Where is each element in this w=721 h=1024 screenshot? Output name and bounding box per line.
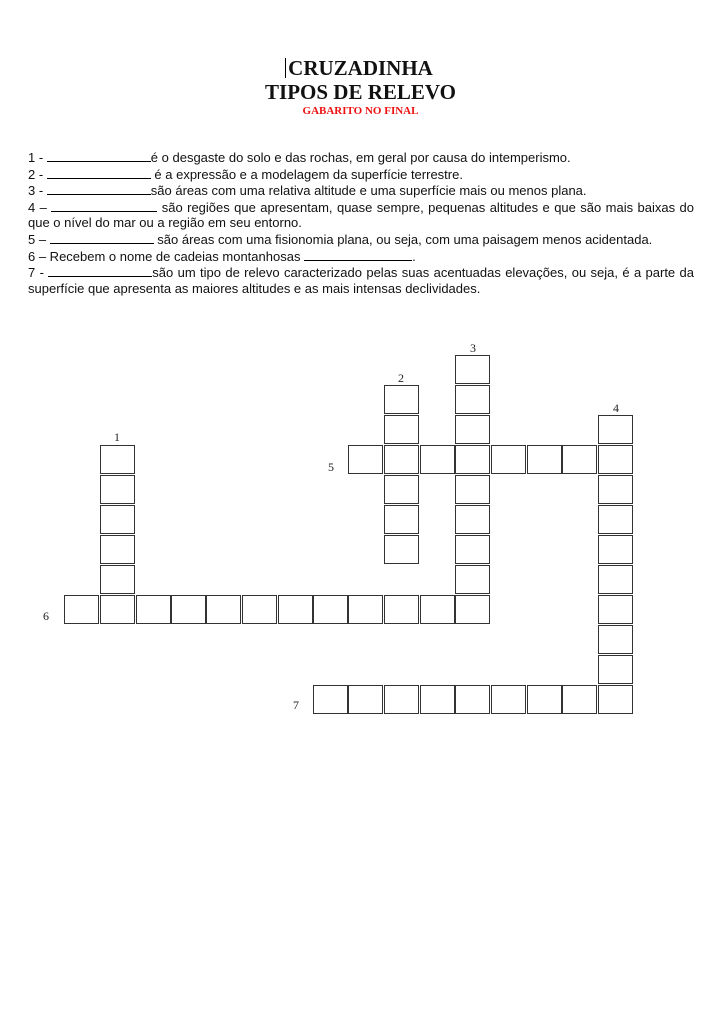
- clue-3: 3 - são áreas com uma relativa altitude e uma superfície mais ou menos plana.: [28, 183, 587, 199]
- grid-cell[interactable]: [313, 685, 348, 714]
- grid-cell[interactable]: [100, 505, 135, 534]
- grid-cell[interactable]: [455, 355, 490, 384]
- clue-number-5: 5: [328, 460, 334, 474]
- clue-number-3: 3: [470, 341, 476, 355]
- grid-cell[interactable]: [598, 445, 633, 474]
- grid-cell[interactable]: [278, 595, 313, 624]
- grid-cell[interactable]: [384, 415, 419, 444]
- grid-cell[interactable]: [455, 415, 490, 444]
- grid-cell[interactable]: [598, 475, 633, 504]
- grid-cell[interactable]: [171, 595, 206, 624]
- grid-cell[interactable]: [420, 595, 455, 624]
- grid-cell[interactable]: [527, 445, 562, 474]
- grid-cell[interactable]: [598, 535, 633, 564]
- grid-cell[interactable]: [100, 595, 135, 624]
- grid-cell[interactable]: [242, 595, 277, 624]
- clue-number-4: 4: [613, 401, 619, 415]
- clue-1: 1 - é o desgaste do solo e das rochas, em geral por causa do intemperismo.: [28, 150, 571, 165]
- clue-2: 2 - é a expressão e a modelagem da superfície terrestre.: [28, 166, 463, 182]
- clue-6: 6 – Recebem o nome de cadeias montanhosas .: [28, 248, 416, 264]
- page-subtitle: TIPOS DE RELEVO: [265, 80, 456, 104]
- grid-cell[interactable]: [384, 385, 419, 414]
- page-title: CRUZADINHA: [288, 56, 433, 80]
- grid-cell[interactable]: [384, 505, 419, 534]
- grid-cell[interactable]: [491, 685, 526, 714]
- answer-blank-5[interactable]: [50, 231, 154, 244]
- grid-cell[interactable]: [598, 625, 633, 654]
- grid-cell[interactable]: [384, 595, 419, 624]
- clue-number-1: 1: [114, 430, 120, 444]
- grid-cell[interactable]: [562, 685, 597, 714]
- grid-cell[interactable]: [455, 595, 490, 624]
- grid-cell[interactable]: [598, 565, 633, 594]
- answer-blank-2[interactable]: [47, 166, 151, 179]
- grid-cell[interactable]: [491, 445, 526, 474]
- grid-cell[interactable]: [384, 535, 419, 564]
- grid-cell[interactable]: [100, 475, 135, 504]
- clue-number-6: 6: [43, 609, 49, 623]
- answer-blank-1[interactable]: [47, 149, 151, 162]
- grid-cell[interactable]: [598, 655, 633, 684]
- grid-cell[interactable]: [455, 475, 490, 504]
- grid-cell[interactable]: [598, 505, 633, 534]
- grid-cell[interactable]: [348, 685, 383, 714]
- grid-cell[interactable]: [598, 685, 633, 714]
- clue-7: 7 - são um tipo de relevo caracterizado pelas suas acentuadas elevações, ou seja, é a parte da superfície que apresenta as maiores altitudes e as mais intensas declividades.: [28, 265, 694, 296]
- answer-blank-3[interactable]: [47, 182, 151, 195]
- answer-blank-4[interactable]: [51, 199, 157, 212]
- answer-key-note: GABARITO NO FINAL: [302, 105, 419, 117]
- grid-cell[interactable]: [562, 445, 597, 474]
- grid-cell[interactable]: [598, 595, 633, 624]
- clue-number-2: 2: [398, 371, 404, 385]
- grid-cell[interactable]: [206, 595, 241, 624]
- grid-cell[interactable]: [420, 685, 455, 714]
- grid-cell[interactable]: [455, 385, 490, 414]
- grid-cell[interactable]: [136, 595, 171, 624]
- worksheet-header: [0, 56, 721, 118]
- clue-4: 4 – são regiões que apresentam, quase sempre, pequenas altitudes e que são mais baixas do que o nível do mar ou a região em seu entorno.: [28, 199, 695, 231]
- answer-blank-7[interactable]: [48, 264, 152, 277]
- clue-list: [28, 149, 694, 296]
- grid-cell[interactable]: [527, 685, 562, 714]
- grid-cell[interactable]: [455, 505, 490, 534]
- grid-cell[interactable]: [313, 595, 348, 624]
- grid-cell[interactable]: [384, 445, 419, 474]
- grid-cell[interactable]: [100, 445, 135, 474]
- grid-cell[interactable]: [455, 535, 490, 564]
- grid-cell[interactable]: [100, 565, 135, 594]
- grid-cell[interactable]: [598, 415, 633, 444]
- grid-cell[interactable]: [455, 565, 490, 594]
- grid-cell[interactable]: [348, 445, 383, 474]
- grid-cell[interactable]: [455, 445, 490, 474]
- grid-cell[interactable]: [384, 475, 419, 504]
- grid-cell[interactable]: [455, 685, 490, 714]
- grid-cell[interactable]: [384, 685, 419, 714]
- grid-cell[interactable]: [348, 595, 383, 624]
- grid-cell[interactable]: [420, 445, 455, 474]
- grid-cell[interactable]: [100, 535, 135, 564]
- clue-number-7: 7: [293, 698, 299, 712]
- clue-5: 5 – são áreas com uma fisionomia plana, ou seja, com uma paisagem menos acidentada.: [28, 231, 653, 247]
- grid-cell[interactable]: [64, 595, 99, 624]
- answer-blank-6[interactable]: [304, 248, 412, 261]
